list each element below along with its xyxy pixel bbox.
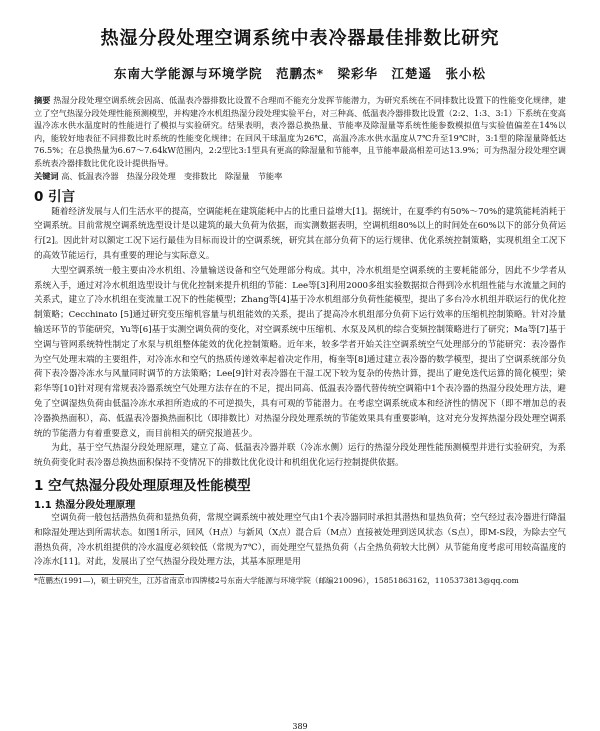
abstract-text: 热湿分段处理空调系统会因高、低温表冷器排数比设置不合理而不能充分发挥节能潜力，为研究系统在不同排数比设置下的性能变化规律，建立了空气热湿分段处理性能预测模型，并构建冷水机组热湿分段处理实验平台，对三种高、低温表冷器排数比设置（2:2、1:3、3:1）下系统在变高温冷冻水供水温度时的性能进行了模拟与实验研究。结果表明，表冷器总换热量、节能率及除湿量等系统性能参数模拟值与实验值偏差在14%以内，能较好地表征不同排数比时系统的性能变化规律；在回风干球温度为26℃，高温冷冻水供水温度从7℃升至19℃时，3:1型的除湿量降低达76.5%；在总换热量为6.67～7.64kW范围内，2:2型比3:1型具有更高的除湿量和节能率，且节能率最高相差可达13.9%；可为热湿分段处理空调系统表冷器排数比优化设计提供指导。 xyxy=(34,95,566,168)
author-line: 东南大学能源与环境学院 范鹏杰* 梁彩华 江楚遥 张小松 xyxy=(113,66,487,81)
intro-paragraph: 大型空调系统一般主要由冷水机组、冷量输送设备和空气处理部分构成。其中，冷水机组是空调系统的主要耗能部分，因此不少学者从系统入手，通过对冷水机组选型设计与优化控制来提升机组的节能：Lee等[3]利用2000多组实验数据拟合得到冷水机组性能与水流量之间的关系式，建立了冷水机组在变流量工况下的性能模型；Zhang等[4]基于冷水机组部分负荷性能模型，提出了多台冷水机组并联运行的优化控制策略；Cecchinato [5]通过研究变压缩机容量与机组能效的关系，提出了提高冷水机组部分负荷下运行效率的压缩机控制策略。针对冷量输送环节的节能研究，Yu等[6]基于实测空调负荷的变化，对空调系统中压缩机、水泵及风机的综合变频控制策略进行了研究；Ma等[7]基于空调与管网系统特性制定了水泵与机组整体能效的优化控制策略。近年来，较多学者开始关注空调系统空气处理部分的节能研究：表冷器作为空气处理末端的主要组件，对冷冻水和空气的热质传递效率起着决定作用，梅奎等[8]通过建立表冷器的数学模型，提出了空调系统部分负荷下表冷器冷冻水与风量同时调节的方法策略；Lee[9]针对表冷器在干湿工况下较为复杂的传热计算，提出了避免迭代运算的简化模型；梁彩华等[10]针对现有常规表冷器系统空气处理方法存在的不足，提出同高、低温表冷器代替传统空调箱中1个表冷器的热湿分段处理方法，避免了空调湿热负荷由低温冷冻水承担所造成的不可逆损失，具有可观的节能潜力。在考虑空调系统成本和经济性的情况下（即不增加总的表冷器换热面积），高、低温表冷器换热面积比（即排数比）对热湿分段处理系统的节能效果具有重要影响，这对充分发挥热湿分段处理空调系统的节能潜力有着重要意义，而目前相关的研究报道甚少。 xyxy=(34,265,566,439)
section-heading-intro: 0 引言 xyxy=(34,188,76,205)
section-paragraph: 空调负荷一般包括潜热负荷和显热负荷，常规空调系统中被处理空气由1个表冷器同时承担其潜热和显热负荷；空气经过表冷器进行降温和除湿处理达到所需状态。如图1所示，回风（H点）与新风（X点）混合后（M点）直接被处理到送风状态（S点），即M-S段，为除去空气潜热负荷，冷水机组提供的冷水温度必须较低（常规为7℃），而处理空气显热负荷（占全热负荷较大比例）从节能角度考虑可用较高温度的冷冻水[11]。对此，发展出了空气热湿分段处理方法，其基本原理是用 xyxy=(34,512,566,568)
intro-paragraph: 随着经济发展与人们生活水平的提高，空调能耗在建筑能耗中占的比重日益增大[1]。据统计，在夏季约有50%～70%的建筑能耗消耗于空调系统。目前常规空调系统选型设计是以建筑的最大负荷为依据，而实测数据表明，空调机组80%以上的时间处在60%以下的部分负荷运行[2]。因此针对以额定工况下运行最佳为目标而设计的空调系统，研究其在部分负荷下的运行规律、优化系统控制策略，实现机组全工况下的高效节能运行，具有重要的理论与实际意义。 xyxy=(34,206,566,261)
keywords xyxy=(34,171,566,182)
footnote: *范鹏杰(1991—)，硕士研究生，江苏省南京市四牌楼2号东南大学能源与环境学院（邮编210096），15851863162，1105373813@qq.com xyxy=(34,576,519,586)
keywords-text: 高、低温表冷器 热湿分段处理 变排数比 除湿量 节能率 xyxy=(61,170,283,181)
page-number: 389 xyxy=(292,722,308,731)
abstract xyxy=(34,94,566,170)
paper-title: 热湿分段处理空调系统中表冷器最佳排数比研究 xyxy=(100,28,500,49)
keywords-label: 关键词 xyxy=(34,170,59,181)
section-heading-1-1: 1.1 热湿分段处理原理 xyxy=(34,499,136,511)
abstract-label: 摘要 xyxy=(34,95,51,105)
intro-paragraph: 为此，基于空气热湿分段处理原理，建立了高、低温表冷器并联（冷冻水侧）运行的热湿分段处理性能预测模型并进行实验研究，为系统负荷变化时表冷器总换热面积保持不变情况下的排数比优化设计和机组优化运行控制提供依据。 xyxy=(34,443,566,469)
section-heading-1: 1 空气热湿分段处理原理及性能模型 xyxy=(34,477,251,494)
